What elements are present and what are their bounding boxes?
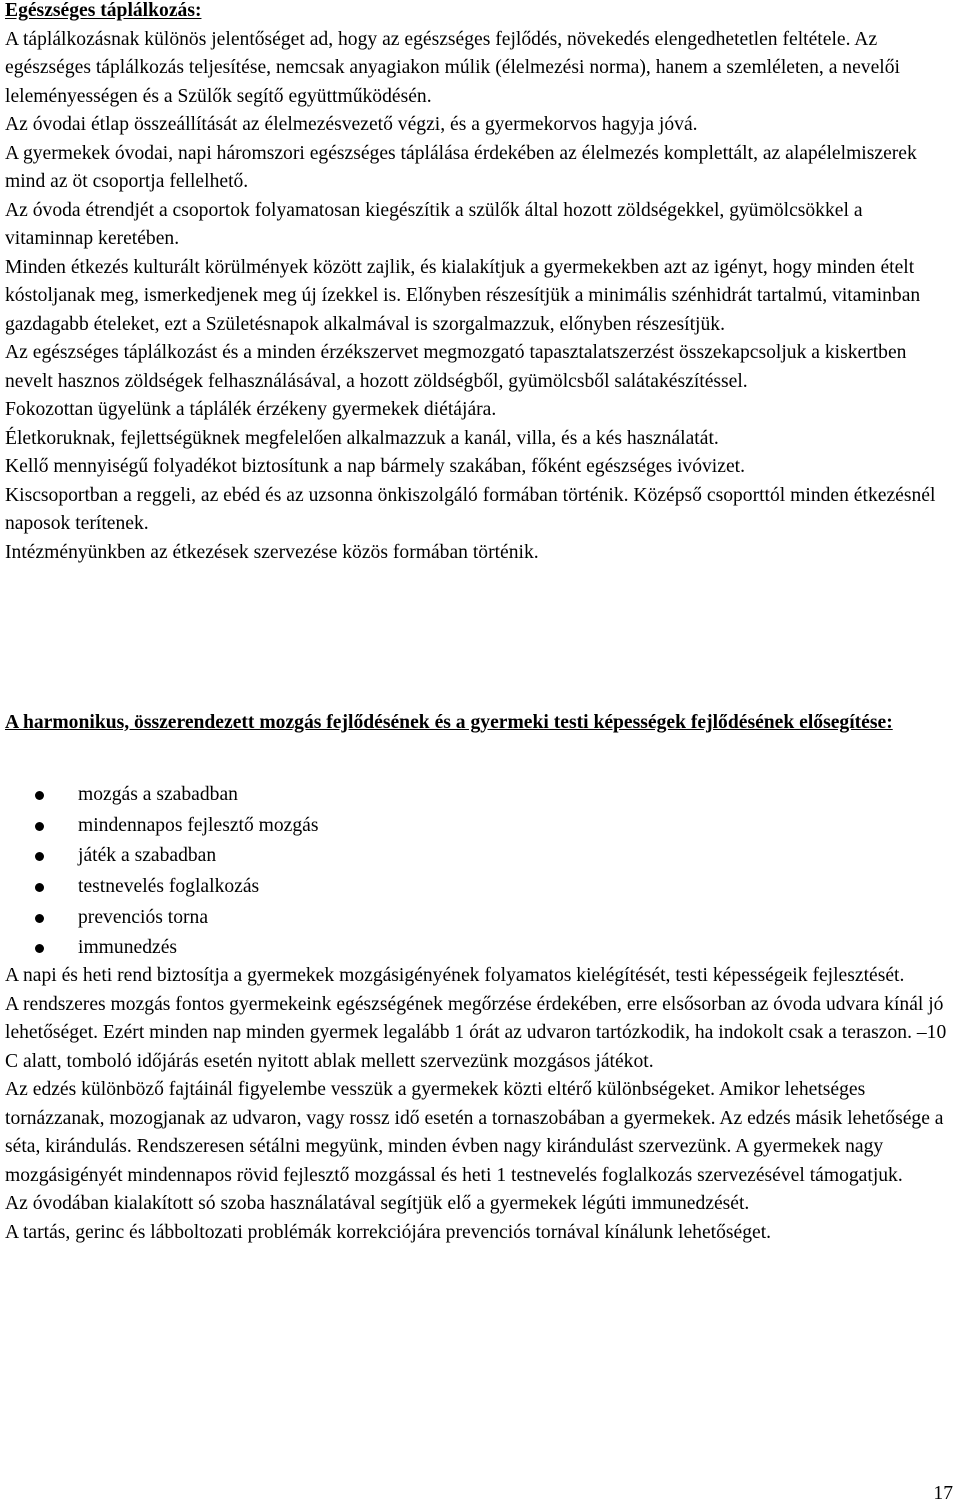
list-item — [5, 933, 955, 964]
section-title-movement: A harmonikus, összerendezett mozgás fejlődésének és a gyermeki testi képességek fejlődésének elősegítése: — [5, 711, 893, 733]
list-item — [5, 841, 955, 872]
paragraph: Kiscsoportban a reggeli, az ebéd és az uzsonna önkiszolgáló formában történik. Középső csoporttól minden étkezésnél naposok terítenek. — [5, 484, 936, 534]
paragraph: A gyermekek óvodai, napi háromszori egészséges táplálása érdekében az élelmezés komplettált, az alapélelmiszerek mind az öt csoportja fellelhető. — [5, 142, 917, 192]
section-title-healthy-eating: Egészséges táplálkozás: — [5, 0, 202, 21]
paragraph: Az óvodai étlap összeállítását az élelmezésvezető végzi, és a gyermekorvos hagyja jóvá. — [5, 114, 698, 135]
list-item — [5, 811, 955, 842]
list-item-label: prevenciós torna — [78, 906, 209, 928]
paragraph: A tartás, gerinc és lábboltozati problémák korrekciójára prevenciós tornával kínálunk lehetőséget. — [5, 1221, 772, 1243]
page-number: 17 — [933, 1483, 953, 1504]
list-item-label: mindennapos fejlesztő mozgás — [78, 814, 319, 836]
bullet-icon — [35, 883, 44, 892]
paragraph: Az edzés különböző fajtáinál figyelembe vesszük a gyermekek közti eltérő különbségeket. Amikor lehetséges tornázzanak, mozogjanak az udvaron, vagy rossz idő esetén a tornaszobában a gyermekek. Az edzés másik lehetősége a séta, kirándulás. Rendszeresen sétálni megyünk, minden évben nagy kirándulást szervezünk. A gyermekek nagy mozgásigényét mindennapos rövid fejlesztő mozgással és heti 1 testnevelés foglalkozás szervezésével támogatjuk. — [5, 1079, 944, 1186]
list-item — [5, 872, 955, 903]
list-item-label: játék a szabadban — [78, 845, 217, 867]
bullet-icon — [35, 822, 44, 831]
bullet-list — [5, 780, 955, 964]
section-healthy-eating — [5, 0, 955, 567]
list-item-label: testnevelés foglalkozás — [78, 876, 260, 898]
paragraph: Minden étkezés kulturált körülmények között zajlik, és kialakítjuk a gyermekekben azt az igényt, hogy minden ételt kóstoljanak meg, ismerkedjenek meg új ízekkel is. Előnyben részesítjük a minimális szénhidrát tartalmú, vitaminban gazdagabb ételeket, ezt a Születésnapok alkalmával is szorgalmazzuk, előnyben részesítjük. — [5, 256, 921, 335]
paragraph: Az óvodában kialakított só szoba használatával segítjük elő a gyermekek légúti immunedzését. — [5, 1193, 750, 1214]
bullet-icon — [35, 791, 44, 800]
section-movement-body — [5, 962, 955, 1247]
bullet-icon — [35, 914, 44, 923]
paragraph: Életkoruknak, fejlettségüknek megfelelően alkalmazzuk a kanál, villa, és a kés használatát. — [5, 427, 719, 449]
paragraph: Az egészséges táplálkozást és a minden érzékszervet megmozgató tapasztalatszerzést összekapcsoljuk a kiskertben nevelt hasznos zöldségek felhasználásával, a hozott zöldségből, gyümölcsből salátakészítéssel. — [5, 342, 907, 392]
paragraph: A táplálkozásnak különös jelentőséget ad, hogy az egészséges fejlődés, növekedés elengedhetetlen feltétele. Az egészséges táplálkozás teljesítése, nemcsak anyagiakon múlik (élelmezési norma), hanem a szemléleten, a nevelői leleményességen és a Szülők segítő együttműködésén. — [5, 28, 900, 107]
list-item-label: immunedzés — [78, 937, 178, 959]
paragraph: A rendszeres mozgás fontos gyermekeink egészségének megőrzése érdekében, erre elsősorban az óvoda udvara kínál jó lehetőséget. Ezért minden nap minden gyermek legalább 1 órát az udvaron tartózkodik, ha indokolt csak a teraszon. –10 C alatt, tomboló időjárás esetén nyitott ablak mellett szervezünk mozgásos játékot. — [5, 993, 947, 1072]
bullet-icon — [35, 852, 44, 861]
paragraph: Intézményünkben az étkezések szervezése közös formában történik. — [5, 541, 539, 563]
list-item — [5, 903, 955, 934]
paragraph: Az óvoda étrendjét a csoportok folyamatosan kiegészítik a szülők által hozott zöldségekkel, gyümölcsökkel a vitaminnap keretében. — [5, 199, 863, 249]
paragraph: Kellő mennyiségű folyadékot biztosítunk a nap bármely szakában, főként egészséges ivóvizet. — [5, 456, 745, 477]
bullet-icon — [35, 944, 44, 953]
paragraph: Fokozottan ügyelünk a táplálék érzékeny gyermekek diétájára. — [5, 399, 497, 420]
list-item — [5, 780, 955, 811]
list-item-label: mozgás a szabadban — [78, 784, 238, 805]
paragraph: A napi és heti rend biztosítja a gyermekek mozgásigényének folyamatos kielégítését, testi képességeik fejlesztését. — [5, 965, 905, 986]
